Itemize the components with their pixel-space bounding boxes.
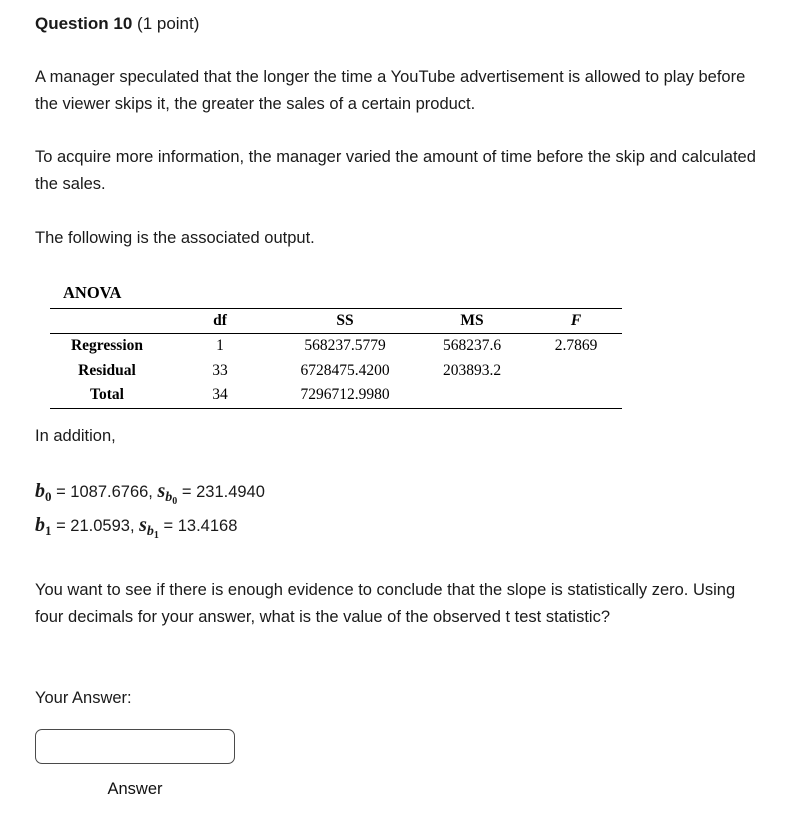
paragraph-experiment: To acquire more information, the manager varied the amount of time before the skip and calculated the sales.: [35, 148, 756, 194]
sb1-value: = 13.4168: [158, 516, 238, 535]
anova-cell-ms: [414, 383, 530, 408]
anova-cell-ms: 568237.6: [442, 336, 502, 354]
b1-value: = 21.0593,: [51, 516, 140, 535]
anova-row-total: [50, 383, 622, 408]
anova-cell-df: 1: [216, 336, 224, 354]
b1-subscript: 1: [45, 522, 52, 538]
paragraph-in-addition: In addition,: [35, 426, 116, 445]
anova-col-df: df: [213, 311, 227, 329]
anova-cell-f: [530, 383, 622, 408]
anova-row-label: Regression: [70, 336, 144, 354]
answer-area: [35, 729, 235, 799]
b1-formula: [35, 510, 764, 544]
b0-variable: b: [35, 480, 45, 503]
question-body: [35, 64, 764, 799]
anova-row-label: Total: [90, 386, 124, 404]
question-title: Question 10: [35, 14, 133, 33]
anova-col-ms: MS: [460, 311, 484, 329]
sb0-value: = 231.4940: [177, 483, 265, 502]
answer-input[interactable]: [35, 729, 235, 764]
b1-variable: b: [35, 513, 45, 536]
anova-cell-ss: 568237.5779: [304, 336, 386, 354]
anova-table-title: ANOVA: [63, 282, 122, 302]
b0-formula: [35, 476, 764, 510]
sb0-subscript: b0: [165, 490, 178, 508]
anova-cell-df: 34: [212, 386, 228, 404]
sb1-variable: s: [139, 513, 147, 536]
paragraph-question: You want to see if there is enough evidence to conclude that the slope is statistically zero. Using four decimals for your answer, what is the value of the observed t test statistic?: [35, 581, 736, 627]
answer-caption: Answer: [107, 779, 163, 798]
anova-col-f: F: [570, 311, 582, 329]
anova-table-container: [50, 283, 622, 409]
sb1-subscript: b1: [146, 523, 159, 541]
paragraph-output-intro: The following is the associated output.: [35, 228, 315, 247]
question-header: [35, 14, 764, 34]
anova-col-label: [50, 308, 164, 333]
anova-cell-df: 33: [212, 361, 228, 379]
b0-value: = 1087.6766,: [51, 483, 158, 502]
anova-row-label: Residual: [78, 361, 136, 379]
question-points: (1 point): [132, 14, 200, 33]
anova-cell-ss: 7296712.9980: [300, 386, 390, 404]
question-page: [35, 14, 764, 799]
anova-row-regression: [50, 333, 622, 358]
b0-subscript: 0: [45, 489, 52, 505]
anova-row-residual: [50, 358, 622, 383]
anova-header-row: [50, 308, 622, 333]
anova-cell-ms: 203893.2: [442, 361, 502, 379]
your-answer-label: Your Answer:: [35, 688, 132, 707]
coefficient-formulas: [35, 476, 764, 543]
sb0-variable: s: [157, 480, 166, 503]
paragraph-speculation: A manager speculated that the longer the time a YouTube advertisement is allowed to play before the viewer skips it, the greater the sales of a certain product.: [35, 68, 746, 113]
anova-table: [50, 308, 622, 409]
anova-cell-ss: 6728475.4200: [300, 361, 390, 379]
anova-cell-f: [530, 358, 622, 383]
anova-cell-f: 2.7869: [554, 336, 598, 354]
anova-col-ss: SS: [336, 311, 354, 329]
